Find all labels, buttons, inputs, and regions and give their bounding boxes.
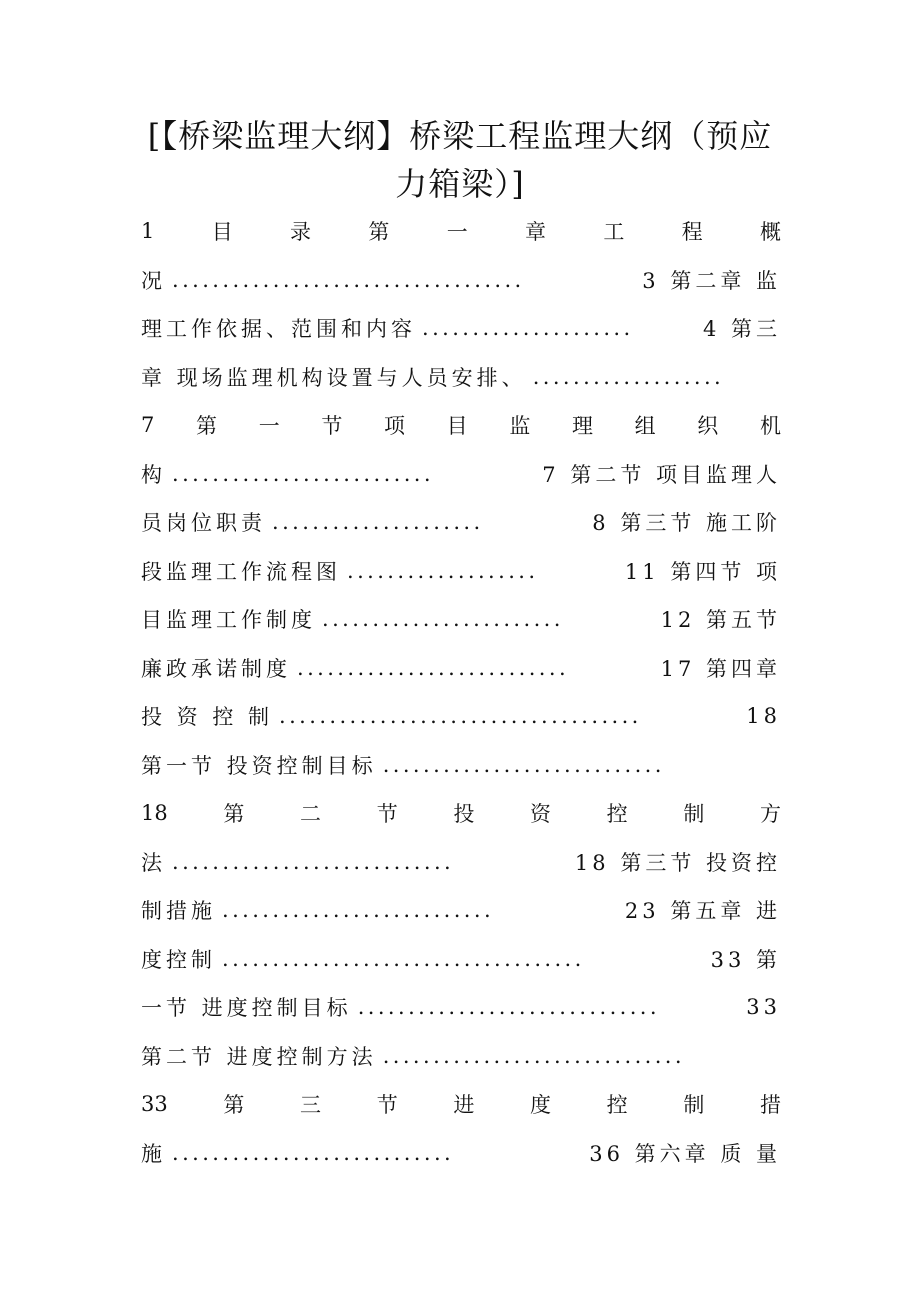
toc-token: 二 <box>300 802 322 827</box>
toc-token: 措 <box>759 1093 781 1118</box>
toc-line <box>141 450 781 499</box>
toc-leader-dots: ............................ <box>382 752 665 777</box>
toc-line <box>141 1032 781 1081</box>
toc-page-and-next: 17 第四章 <box>660 656 781 681</box>
toc-token: 录 <box>290 220 312 245</box>
toc-token: 控 <box>606 802 628 827</box>
toc-line <box>141 595 781 644</box>
toc-token: 第 <box>196 414 218 439</box>
toc-token: 投 <box>453 802 475 827</box>
toc-leader-dots: ............................ <box>172 1140 455 1165</box>
toc-token: 方 <box>759 802 781 827</box>
toc-token: 项 <box>384 414 405 439</box>
toc-page-and-next: 8 第三节 施工阶 <box>592 511 781 536</box>
toc-line <box>141 207 781 256</box>
toc-page-and-next: 18 <box>746 704 781 729</box>
toc-entry-text: 投 资 控 制 <box>141 705 274 730</box>
toc-page-and-next: 11 第四节 项 <box>624 559 781 584</box>
toc-token: 一 <box>446 220 468 245</box>
toc-page-and-next: 12 第五节 <box>660 608 781 633</box>
toc-token: 三 <box>300 1093 322 1118</box>
toc-entry-text: 第一节 投资控制目标 <box>141 753 377 778</box>
toc-page-and-next: 33 第 <box>710 947 781 972</box>
toc-leader-dots: ................... <box>532 364 725 389</box>
toc-entry-text: 段监理工作流程图 <box>141 559 341 584</box>
toc-leader-dots: .................................... <box>222 946 585 971</box>
toc-leader-dots: ................................... <box>172 267 525 292</box>
toc-token: 章 <box>525 220 547 245</box>
toc-entry-text: 章 现场监理机构设置与人员安排、 <box>141 365 527 390</box>
toc-line <box>141 256 781 305</box>
toc-token: 程 <box>681 220 703 245</box>
toc-page-and-next: 4 第三 <box>702 317 781 342</box>
toc-entry-text: 一节 进度控制目标 <box>141 996 352 1021</box>
toc-leader-dots: ................... <box>347 558 539 583</box>
toc-page-and-next: 33 <box>746 995 781 1020</box>
toc-token: 度 <box>530 1093 552 1118</box>
toc-token: 7 <box>141 413 155 438</box>
toc-entry-text: 目监理工作制度 <box>141 608 316 633</box>
toc-token: 织 <box>697 414 719 439</box>
toc-token: 制 <box>683 802 705 827</box>
toc-entry-text: 第二节 进度控制方法 <box>141 1044 377 1069</box>
toc-line <box>141 1080 781 1129</box>
toc-entry-text: 度控制 <box>141 947 216 972</box>
toc-token: 理 <box>571 414 593 439</box>
toc-token: 概 <box>760 220 781 245</box>
toc-line <box>141 741 781 790</box>
toc-leader-dots: .............................. <box>357 995 660 1020</box>
toc-line <box>141 547 781 596</box>
toc-leader-dots: .................................... <box>279 704 642 729</box>
toc-token: 33 <box>141 1092 168 1117</box>
toc-leader-dots: ..................... <box>422 316 634 341</box>
toc-token: 节 <box>321 414 343 439</box>
toc-token: 目 <box>211 220 233 245</box>
toc-token: 第 <box>368 220 390 245</box>
toc-entry-text: 法 <box>141 850 166 875</box>
toc-token: 进 <box>453 1093 475 1118</box>
toc-line <box>141 401 781 450</box>
toc-token: 18 <box>141 801 168 826</box>
toc-leader-dots: ........................ <box>322 607 564 632</box>
toc-entry-text: 况 <box>141 268 166 293</box>
toc-line <box>141 935 781 984</box>
toc-leader-dots: ........................... <box>222 898 495 923</box>
toc-line <box>141 1129 781 1178</box>
toc-line <box>141 838 781 887</box>
toc-token: 工 <box>603 220 625 245</box>
toc-token: 控 <box>606 1093 628 1118</box>
toc-token: 目 <box>446 414 468 439</box>
toc-leader-dots: .......................... <box>172 461 434 486</box>
toc-entry-text: 廉政承诺制度 <box>141 656 291 681</box>
toc-leader-dots: .............................. <box>382 1043 685 1068</box>
toc-entry-text: 构 <box>141 462 166 487</box>
toc-token: 监 <box>509 414 531 439</box>
toc-token: 一 <box>258 414 280 439</box>
toc-page-and-next: 23 第五章 进 <box>624 899 781 924</box>
toc-token: 第 <box>223 802 245 827</box>
toc-line <box>141 498 781 547</box>
toc-leader-dots: ........................... <box>297 655 570 680</box>
toc-leader-dots: ............................ <box>172 849 455 874</box>
document-title-line-2: 力箱梁）] <box>395 165 525 203</box>
toc-token: 机 <box>759 414 781 439</box>
toc-token: 节 <box>376 802 398 827</box>
toc-page-and-next: 7 第二节 项目监理人 <box>542 462 781 487</box>
toc-entry-text: 施 <box>141 1141 166 1166</box>
toc-line <box>141 644 781 693</box>
toc-token: 制 <box>683 1093 705 1118</box>
toc-token: 资 <box>530 802 552 827</box>
toc-line <box>141 983 781 1032</box>
document-title-line-1: [【桥梁监理大纲】桥梁工程监理大纲（预应 <box>147 117 773 155</box>
toc-entry-text: 员岗位职责 <box>141 511 266 536</box>
toc-page-and-next: 36 第六章 质 量 <box>589 1141 781 1166</box>
toc-token: 组 <box>634 414 656 439</box>
table-of-contents <box>141 207 781 1177</box>
toc-line <box>141 304 781 353</box>
toc-entry-text: 理工作依据、范围和内容 <box>141 317 416 342</box>
toc-page-and-next: 18 第三节 投资控 <box>574 850 781 875</box>
toc-page-and-next: 3 第二章 监 <box>642 268 781 293</box>
toc-line <box>141 789 781 838</box>
toc-entry-text: 制措施 <box>141 899 216 924</box>
toc-token: 1 <box>141 219 155 244</box>
toc-line <box>141 353 781 402</box>
toc-line <box>141 886 781 935</box>
toc-token: 第 <box>223 1093 245 1118</box>
toc-line <box>141 692 781 741</box>
toc-token: 节 <box>376 1093 398 1118</box>
toc-leader-dots: ..................... <box>272 510 484 535</box>
